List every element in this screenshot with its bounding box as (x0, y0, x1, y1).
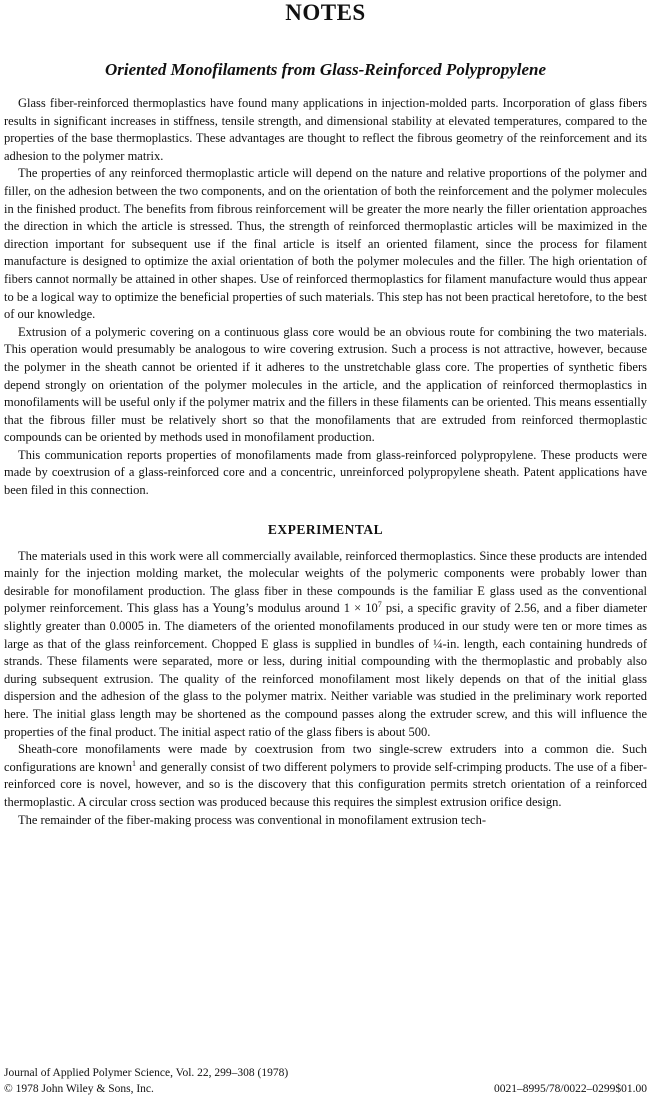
paragraph-text: and generally consist of two different polymers to provide self-crimping products. The use of a fiber-reinforced core is novel, however, and so is the discovery that this configuration permits stretch orientation of a reinforced thermoplastic. A circular cross section was produced because this requires the simplest extrusion orifice design. (4, 759, 647, 809)
paragraph-text: The materials used in this work were all commercially available, reinforced thermoplastics. Since these products are intended mainly for the injection molding market, the molecular weights of the polymeric components were probably lower than desirable for monofilament production. The glass fiber in these compounds is the familiar E glass used as the conventional polymer reinforcement. This glass has a Young’s modulus around 1 × 10 (4, 548, 647, 616)
paragraph (4, 548, 647, 742)
experimental-body (4, 548, 647, 830)
paragraph (4, 741, 647, 811)
paragraph: Extrusion of a polymeric covering on a continuous glass core would be an obvious route for combining the two materials. This operation would presumably be analogous to wire covering extrusion. Such a process is not attractive, however, because the polymer in the sheath cannot be oriented if it adheres to the unstretchable glass core. The properties of synthetic fibers depend strongly on orientation of the polymer molecules in the article, and the application of reinforced thermoplastics in monofilaments will be useful only if the polymer matrix and the fillers in these filaments can be oriented. This means essentially that the fibrous filler must be relatively short so that the monofilaments that are extruded from reinforced thermoplastic compounds can be oriented by methods used in monofilament production. (4, 324, 648, 445)
article-title: Oriented Monofilaments from Glass-Reinforced Polypropylene (104, 60, 547, 79)
footer-row (4, 1081, 647, 1097)
paragraph-text: psi, a specific gravity of 2.56, and a fiber diameter slightly greater than 0.0005 in. The diameters of the oriented monofilaments produced in our study were ten or more times as large as that of the glass reinforcement. Chopped E glass is supplied in bundles of ¼-in. length, each containing hundreds of strands. These filaments were separated, more or less, during initial compounding with the thermoplastic and probably also during subsequent extrusion. The quality of the reinforced monofilament most likely depends on that of the initial glass dispersion and the adhesion of the glass to the polymer matrix. Neither variable was studied in the preliminary work reported here. The initial glass length may be shortened as the compound passes along the extruder screw, and this will influence the properties of the final product. The initial aspect ratio of the glass fibers is about 500. (4, 601, 648, 739)
page-footer (4, 1065, 647, 1097)
section-heading-notes: NOTES (285, 0, 366, 25)
paragraph: Glass fiber-reinforced thermoplastics have found many applications in injection-molded parts. Incorporation of glass fibers results in significant increases in stiffness, tensile strength, and dimensional stability at elevated temperatures, compared to the properties of the base thermoplastics. These advantages are thought to reflect the fibrous geometry of the reinforcement and its adhesion to the polymer matrix. (4, 96, 647, 163)
exponent: 7 (377, 600, 382, 610)
journal-citation: Journal of Applied Polymer Science, Vol. 22, 299–308 (1978) (4, 1067, 289, 1079)
paragraph: The properties of any reinforced thermoplastic article will depend on the nature and relative proportions of the polymer and filler, on the adhesion between the two components, and on the orientation of both the reinforcement and the polymer molecules in the finished product. The benefits from fibrous reinforcement will be greater the more nearly the filler orientation approaches the direction in which the article is stressed. Thus, the strength of reinforced thermoplastic articles will be maximized in the direction important for subsequent use if the final article is itself an oriented filament, since the process for filament manufacture is designed to optimize the axial orientation of both the polymer molecules and the filler. The high orientation of fibers cannot normally be attained in other shapes. Use of reinforced thermoplastics for filament manufacture would thus appear to be a logical way to optimize the beneficial properties of such materials. This step has not been practical heretofore, to the best of our knowledge. (4, 166, 647, 322)
article-code: 0021–8995/78/0022–0299$01.00 (493, 1083, 647, 1095)
section-heading-experimental: EXPERIMENTAL (267, 521, 384, 537)
paragraph: The remainder of the fiber-making process was conventional in monofilament extrusion tech- (18, 812, 486, 827)
reference-marker: 1 (132, 758, 137, 768)
copyright-notice: © 1978 John Wiley & Sons, Inc. (4, 1083, 154, 1095)
paragraph: This communication reports properties of monofilaments made from glass-reinforced polypropylene. These products were made by coextrusion of a glass-reinforced core and a concentric, unreinforced polypropylene sheath. Patent applications have been filed in this connection. (4, 447, 647, 498)
intro-body (4, 95, 647, 500)
paragraph-text: Sheath-core monofilaments were made by coextrusion from two single-screw extruders into a common die. Such configurations are known (4, 742, 647, 774)
